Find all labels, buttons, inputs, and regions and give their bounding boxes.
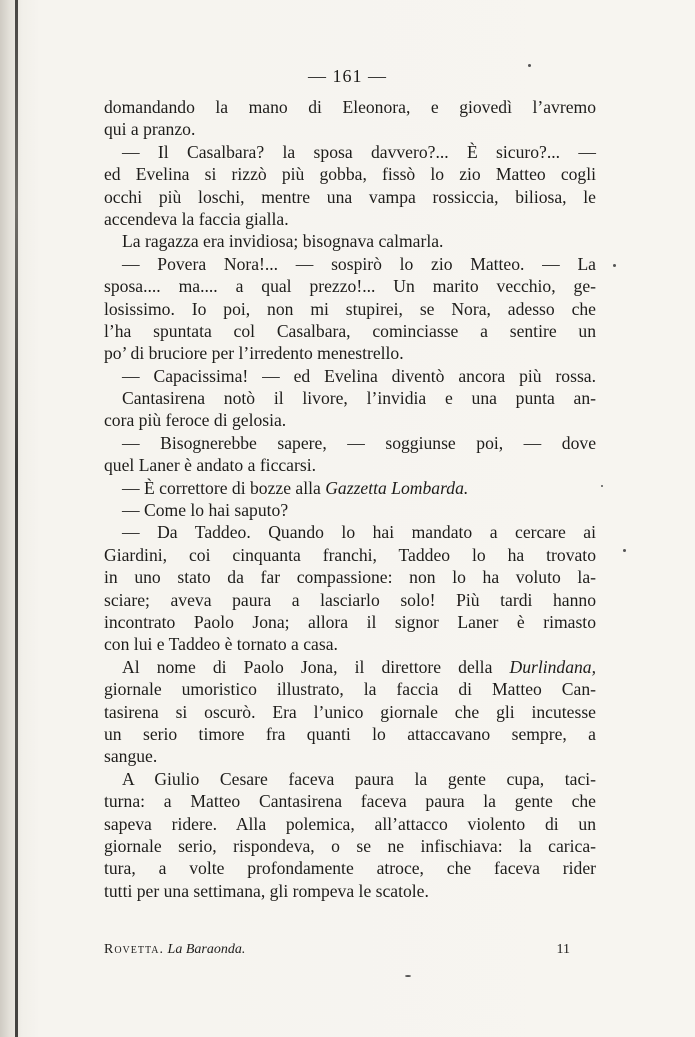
text-line — [104, 253, 596, 275]
text-line — [104, 141, 596, 163]
text-line-content: giornale serio, rispondeva, o se ne infischiava: la carica- — [104, 835, 596, 856]
text-line — [104, 611, 596, 633]
text-line-content: — Bisognerebbe sapere, — soggiunse poi, — dove — [122, 432, 596, 453]
text-line — [104, 298, 596, 320]
text-line — [104, 96, 596, 118]
scan-speck — [601, 485, 603, 487]
book-spine-shadow — [0, 0, 22, 1037]
text-line-content: l’ha spuntata col Casalbara, cominciasse a sentire un — [104, 320, 596, 341]
footer-author: Rovetta. — [104, 942, 165, 957]
text-line — [104, 230, 596, 252]
text-line-content: con lui e Taddeo è tornato a casa. — [104, 634, 338, 655]
text-line-content: tutti per una settimana, gli rompeva le scatole. — [104, 880, 429, 901]
text-line-content: — Capacissima! — ed Evelina diventò ancora più rossa. — [122, 365, 596, 386]
text-line — [104, 768, 596, 790]
text-line — [104, 454, 596, 476]
text-line — [104, 499, 596, 521]
binding-edge — [15, 0, 18, 1037]
text-line — [104, 633, 596, 655]
text-line-content: sangue. — [104, 746, 158, 767]
text-line-content: cora più feroce di gelosia. — [104, 410, 287, 431]
text-line-content: A Giulio Cesare faceva paura la gente cupa, taci- — [122, 768, 596, 789]
page-footer — [104, 942, 570, 958]
scan-speck — [623, 549, 626, 552]
text-line-content: un serio timore fra quanti lo attaccavano sempre, a — [104, 723, 596, 744]
text-line-content: Al nome di Paolo Jona, il direttore della — [122, 656, 510, 677]
text-line-content: — Il Casalbara? la sposa davvero?... È sicuro?... — — [122, 141, 596, 162]
text-line-content: tasirena si oscurò. Era l’unico giornale che gli incutesse — [104, 701, 596, 722]
text-line — [104, 813, 596, 835]
text-line-content: ed Evelina si rizzò più gobba, fissò lo zio Matteo cogli — [104, 164, 596, 185]
text-line — [104, 880, 596, 902]
scan-speck — [528, 64, 531, 67]
text-line — [104, 835, 596, 857]
text-line-content: occhi più loschi, mentre una vampa rossiccia, biliosa, le — [104, 186, 596, 207]
text-line — [104, 387, 596, 409]
text-line-content: quel Laner è andato a ficcarsi. — [104, 455, 316, 476]
text-line — [104, 163, 596, 185]
text-line-content: turna: a Matteo Cantasirena faceva paura la gente che — [104, 791, 596, 812]
text-line-content: giornale umoristico illustrato, la faccia di Matteo Can- — [104, 679, 596, 700]
text-line — [104, 589, 596, 611]
footer-title: La Baraonda. — [167, 942, 246, 957]
text-line — [104, 409, 596, 431]
text-line-content: domandando la mano di Eleonora, e giovedì l’avremo — [104, 97, 596, 117]
text-line — [104, 208, 596, 230]
text-line — [104, 745, 596, 767]
text-line-content: qui a pranzo. — [104, 119, 196, 140]
text-line — [104, 656, 596, 678]
text-line — [104, 790, 596, 812]
text-line — [104, 678, 596, 700]
text-line — [104, 342, 596, 364]
text-line-content: — È correttore di bozze alla — [122, 477, 326, 498]
text-line-content: — Da Taddeo. Quando lo hai mandato a cercare ai — [122, 522, 596, 543]
text-line — [104, 432, 596, 454]
scan-speck — [613, 264, 616, 267]
text-line-content: Cantasirena notò il livore, l’invidia e una punta an- — [122, 388, 596, 409]
text-line-content: in uno stato da far compassione: non lo ha voluto la- — [104, 567, 596, 588]
text-line-content: — Povera Nora!... — sospirò lo zio Matteo. — La — [122, 253, 596, 274]
page-number: — 161 — — [308, 66, 387, 86]
scan-speck — [405, 975, 411, 977]
italic-title: Gazzetta Lombarda. — [325, 477, 469, 498]
text-line-content: tura, a volte profondamente atroce, che faceva rider — [104, 858, 596, 879]
body-text — [104, 96, 596, 902]
text-line — [104, 275, 596, 297]
text-line — [104, 521, 596, 543]
text-line-content: po’ di bruciore per l’irredento menestrello. — [104, 343, 404, 364]
text-line-content: sapeva ridere. Alla polemica, all’attacco violento di un — [104, 813, 596, 834]
text-line-content: La ragazza era invidiosa; bisognava calmarla. — [122, 231, 444, 252]
text-line — [104, 857, 596, 879]
text-line — [104, 544, 596, 566]
text-line — [104, 566, 596, 588]
text-line-content: sposa.... ma.... a qual prezzo!... Un marito vecchio, ge- — [104, 276, 596, 297]
text-line-content: losissimo. Io poi, non mi stupirei, se Nora, adesso che — [104, 298, 596, 319]
text-line — [104, 365, 596, 387]
italic-title: Durlindana, — [509, 656, 596, 677]
text-line-content: Giardini, coi cinquanta franchi, Taddeo lo ha trovato — [104, 544, 596, 565]
text-line-content: — Come lo hai saputo? — [122, 500, 289, 521]
text-line — [104, 320, 596, 342]
text-line-content: incontrato Paolo Jona; allora il signor Laner è rimasto — [104, 611, 596, 632]
text-line — [104, 118, 596, 140]
text-line — [104, 186, 596, 208]
text-line — [104, 723, 596, 745]
text-line-content: accendeva la faccia gialla. — [104, 208, 289, 229]
text-line-content: sciare; aveva paura a lasciarlo solo! Più tardi hanno — [104, 589, 596, 610]
text-line — [104, 701, 596, 723]
signature-mark: 11 — [556, 942, 570, 957]
text-line — [104, 477, 596, 499]
